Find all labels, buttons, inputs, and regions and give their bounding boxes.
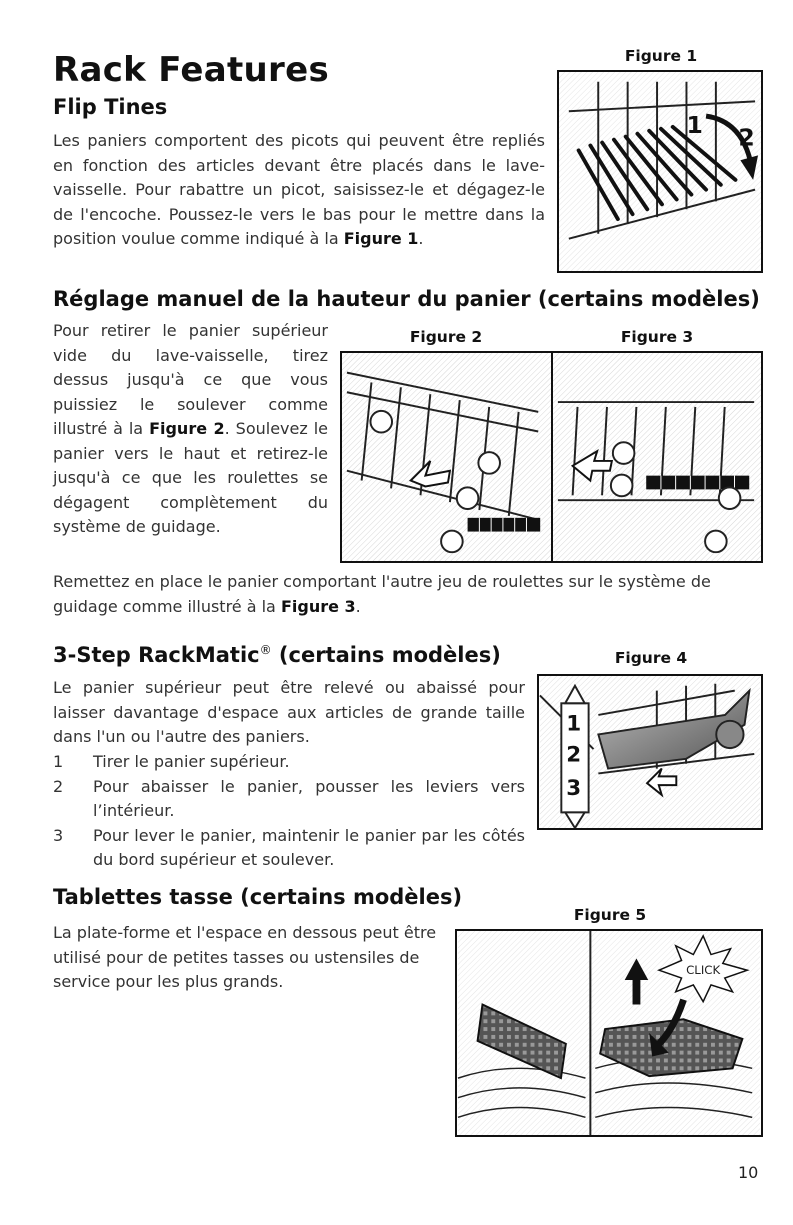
figure-1-caption: Figure 1 bbox=[624, 47, 698, 65]
list-item: 1 Tirer le panier supérieur. bbox=[53, 752, 290, 771]
page-title: Rack Features bbox=[53, 50, 329, 90]
figure-2-rack-lift-illustration bbox=[340, 351, 553, 563]
figure-3-rack-insert-illustration bbox=[551, 351, 763, 563]
figure-1-flip-tines-illustration bbox=[557, 70, 763, 273]
figure-3-reference: Figure 3 bbox=[280, 596, 356, 616]
section-heading-rackmatic: 3-Step RackMatic® (certains modèles) bbox=[53, 643, 501, 667]
figure-1-reference: Figure 1 bbox=[343, 229, 419, 248]
figure-2-caption: Figure 2 bbox=[409, 328, 483, 346]
rackmatic-steps bbox=[53, 750, 525, 873]
flip-tines-text: Les paniers comportent des picots qui peuvent être repliés en fonction des articles devant être placés dans le lave-vaisselle. Pour rabattre un picot, saisissez-le et dégagez-le de l'encoche. Poussez-le vers le bas pour le mettre dans la position voulue comme indiqué à la bbox=[53, 131, 545, 248]
cup-shelf-drawing bbox=[457, 931, 761, 1135]
click-label: CLICK bbox=[686, 963, 721, 978]
page-number: 10 bbox=[738, 1163, 759, 1182]
height-adjust-paragraph-2: Remettez en place le panier comportant l'autre jeu de roulettes sur le système de guidage comme illustré à la Figure 3. bbox=[53, 572, 711, 616]
rack-insert-drawing bbox=[553, 353, 761, 561]
section-heading-cup-shelves: Tablettes tasse (certains modèles) bbox=[53, 885, 463, 909]
figure-4-caption: Figure 4 bbox=[614, 649, 688, 667]
list-item: 2 Pour abaisser le panier, pousser les leviers vers l’intérieur. bbox=[53, 776, 525, 820]
rackmatic-drawing bbox=[539, 676, 761, 828]
callout-1: 1 bbox=[566, 711, 582, 737]
callout-3: 3 bbox=[566, 775, 582, 801]
section-heading-flip-tines: Flip Tines bbox=[53, 95, 168, 119]
cup-shelves-paragraph: La plate-forme et l'espace en dessous peut être utilisé pour de petites tasses ou ustensiles de service pour les plus grands. bbox=[53, 923, 437, 991]
figure-5-caption: Figure 5 bbox=[573, 906, 647, 924]
list-item: 3 Pour lever le panier, maintenir le panier par les côtés du bord supérieur et soulever. bbox=[53, 825, 525, 869]
figure-4-rackmatic-illustration bbox=[537, 674, 763, 830]
height-adjust-paragraph-1: Pour retirer le panier supérieur vide du lave-vaisselle, tirez dessus jusqu'à ce que vous puissiez le soulever comme illustré à la Figure 2. Soulevez le panier vers le haut et retirez-le jusqu'à ce que les roulettes se dégagent complètement du système de guidage. bbox=[53, 321, 329, 536]
callout-2: 2 bbox=[738, 123, 755, 152]
flip-tines-drawing bbox=[559, 72, 761, 271]
callout-2: 2 bbox=[566, 742, 582, 768]
rack-lift-drawing bbox=[342, 353, 551, 561]
flip-tines-paragraph: Les paniers comportent des picots qui peuvent être repliés en fonction des articles devant être placés dans le lave-vaisselle. Pour rabattre un picot, saisissez-le et dégagez-le de l'encoche. Poussez-le vers le bas pour le mettre dans la position voulue comme indiqué à la Figure 1. bbox=[53, 131, 545, 248]
section-heading-height-adjust: Réglage manuel de la hauteur du panier (certains modèles) bbox=[53, 287, 760, 311]
figure-5-cup-shelf-illustration bbox=[455, 929, 763, 1137]
rackmatic-intro: Le panier supérieur peut être relevé ou abaissé pour laisser davantage d'espace aux articles de grande taille dans l'un ou l'autre des paniers. bbox=[53, 678, 525, 746]
callout-1: 1 bbox=[686, 110, 703, 139]
figure-3-caption: Figure 3 bbox=[620, 328, 694, 346]
figure-2-reference: Figure 2 bbox=[149, 419, 225, 438]
